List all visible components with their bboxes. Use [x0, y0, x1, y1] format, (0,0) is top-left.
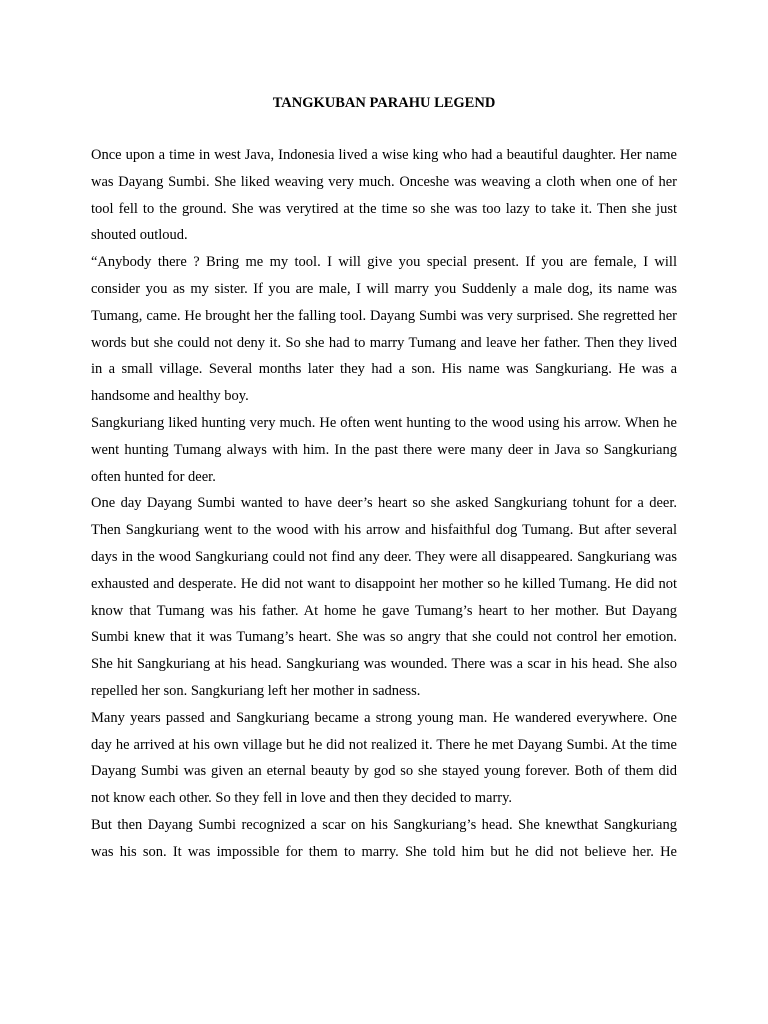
paragraph-3: Sangkuriang liked hunting very much. He often went hunting to the wood using his arrow. When he went hunting Tumang always with him. In the past there were many deer in Java so Sangkuriang often hunted for deer.	[91, 414, 677, 485]
paragraph-1: Once upon a time in west Java, Indonesia lived a wise king who had a beautiful daughter. Her name was Dayang Sumbi. She liked weaving very much. Onceshe was weaving a cloth when one of her tool fell to the ground. She was verytired at the time so she was too lazy to take it. Then she just shouted outloud.	[91, 147, 677, 244]
document-body	[91, 142, 677, 866]
paragraph-6: But then Dayang Sumbi recognized a scar on his Sangkuriang’s head. She knewthat Sangkuriang was his son. It was impossible for them to marry. She told him but he did not believe her. He	[91, 816, 677, 860]
paragraph-4: One day Dayang Sumbi wanted to have deer’s heart so she asked Sangkuriang tohunt for a deer. Then Sangkuriang went to the wood with his arrow and hisfaithful dog Tumang. But after several days in the wood Sangkuriang could not find any deer. They were all disappeared. Sangkuriang was exhausted and desperate. He did not want to disappoint her mother so he killed Tumang. He did not know that Tumang was his father. At home he gave Tumang’s heart to her mother. But Dayang Sumbi knew that it was Tumang’s heart. She was so angry that she could not control her emotion. She hit Sangkuriang at his head. Sangkuriang was wounded. There was a scar in his head. She also repelled her son. Sangkuriang left her mother in sadness.	[91, 495, 677, 699]
document-title: TANGKUBAN PARAHU LEGEND	[272, 95, 496, 111]
paragraph-2: “Anybody there ? Bring me my tool. I will give you special present. If you are female, I will consider you as my sister. If you are male, I will marry you Suddenly a male dog, its name was Tumang, came. He brought her the falling tool. Dayang Sumbi was very surprised. She regretted her words but she could not deny it. So she had to marry Tumang and leave her father. Then they lived in a small village. Several months later they had a son. His name was Sangkuriang. He was a handsome and healthy boy.	[91, 254, 677, 405]
paragraph-5: Many years passed and Sangkuriang became a strong young man. He wandered everywhere. One day he arrived at his own village but he did not realized it. There he met Dayang Sumbi. At the time Dayang Sumbi was given an eternal beauty by god so she stayed young forever. Both of them did not know each other. So they fell in love and then they decided to marry.	[91, 709, 677, 807]
